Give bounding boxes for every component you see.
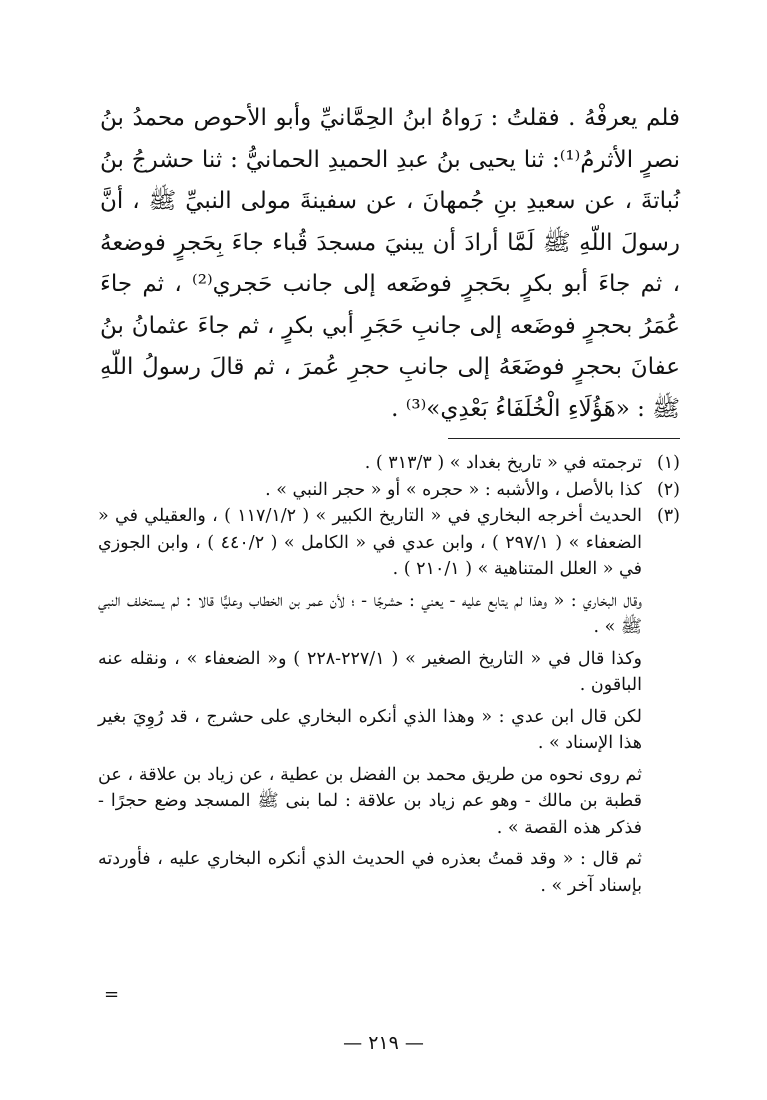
footnote-text: ترجمته في « تاريخ بغداد » ( ٣١٣/٣ ) . bbox=[364, 453, 642, 473]
footnotes bbox=[98, 450, 680, 899]
footnote-1 bbox=[98, 450, 680, 477]
continuation-mark: = bbox=[104, 984, 120, 1005]
footnote-paragraph: ثم قال : « وقد قمتُ بعذره في الحديث الذي أنكره البخاري عليه ، فأوردته بإسناد آخر » . bbox=[98, 849, 642, 896]
footnote-paragraph: وكذا قال في « التاريخ الصغير » ( ٢٢٧/١-٢٢٨ ) و« الضعفاء » ، ونقله عنه الباقون . bbox=[98, 648, 642, 695]
footnote-2 bbox=[98, 477, 680, 504]
main-text bbox=[100, 98, 680, 430]
footnote-separator bbox=[448, 438, 680, 439]
footnote-number: (٣) bbox=[656, 506, 680, 526]
page-number: — ٢١٩ — bbox=[343, 1032, 424, 1054]
footnote-text: الحديث أخرجه البخاري في « التاريخ الكبير » ( ١١٧/١/٢ ) ، والعقيلي في « الضعفاء » ( ٢٩٧/١ ) ، وابن عدي في « الكامل » ( ٤٤٠/٢ ) ، وابن الجوزي في « العلل المتناهية » ( ٢١٠/١ ) . bbox=[98, 506, 642, 579]
footnote-paragraph: لكن قال ابن عدي : « وهذا الذي أنكره البخاري على حشرج ، قد رُوِيَ بغير هذا الإسناد » . bbox=[98, 706, 642, 753]
footnote-number: (١) bbox=[656, 453, 680, 473]
footnote-text: كذا بالأصل ، والأشبه : « حجره » أو « حجر النبي » . bbox=[265, 479, 642, 500]
footnote-paragraph: ثم روى نحوه من طريق محمد بن الفضل بن عطية ، عن زياد بن علاقة ، عن قطبة بن مالك - وهو عم زياد بن علاقة : لما بنى ﷺ المسجد وضع حجرًا - فذكر هذه القصة » . bbox=[98, 764, 642, 838]
footnote-3 bbox=[98, 503, 680, 583]
footnote-number: (٢) bbox=[656, 479, 680, 500]
main-paragraph: فلم يعرفْهُ . فقلتُ : رَواهُ ابنُ الحِمَّانيِّ وأبو الأحوص محمدُ بنُ نصرٍ الأثرمُ⁽¹⁾: ثنا يحيى بنُ عبدِ الحميدِ الحمانيُّ : ثنا حشرجُ بنُ نُباتةَ ، عن سعيدِ بنِ جُمهانَ ، عن سفينةَ مولى النبيِّ ﷺ ، أنَّ رسولَ اللّهِ ﷺ لَمَّا أرادَ أن يبنيَ مسجدَ قُباء جاءَ بِحَجرٍ فوضعهُ ، ثم جاءَ أبو بكرٍ بحَجرٍ فوضَعه إلى جانب حَجري⁽²⁾ ، ثم جاءَ عُمَرُ بحجرٍ فوضَعه إلى جانبِ حَجَرِ أبي بكرٍ ، ثم جاءَ عثمانُ بنُ عفانَ بحجرٍ فوضَعَهُ إلى جانبِ حجرِ عُمرَ ، ثم قالَ رسولُ اللّهِ ﷺ : «هَؤُلَاءِ الْخُلَفَاءُ بَعْدِي»⁽³⁾ . bbox=[100, 105, 680, 422]
footnote-paragraph: وقال البخاري : « وهذا لم يتابع عليه - يعني : حشرجًا - ؛ لأن عمر بن الخطاب وعليًّا قالا : لم يستخلف النبي ﷺ » . bbox=[98, 590, 642, 637]
